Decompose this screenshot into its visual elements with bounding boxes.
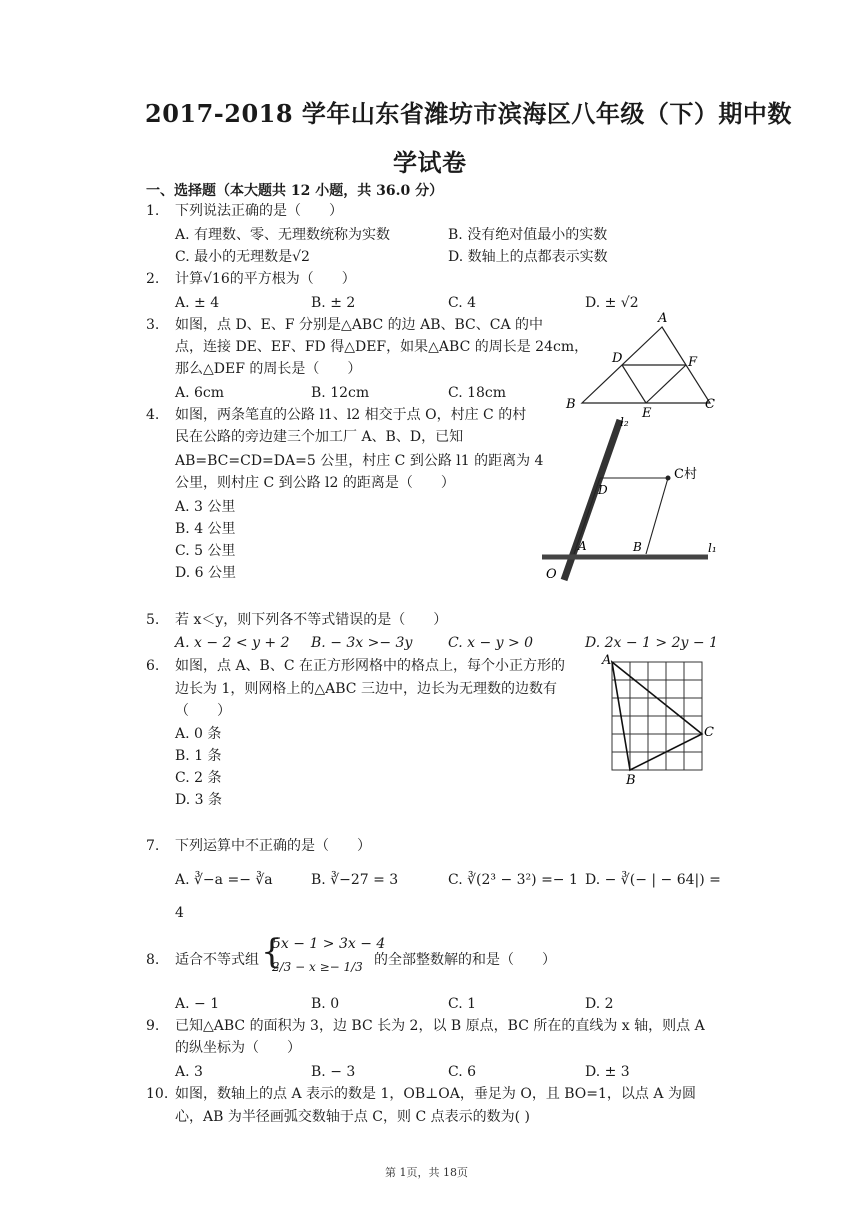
option-c: C. 最小的无理数是√2 (175, 249, 310, 265)
question-stem-line: 公里，则村庄 C 到公路 l2 的距离是（ ） (175, 475, 455, 491)
label-b: B (566, 397, 576, 412)
page-footer: 第 1页，共 18页 (385, 1166, 468, 1179)
label-o: O (546, 567, 557, 582)
label-b: B (633, 540, 642, 554)
option-c: C. 1 (448, 996, 477, 1012)
question-number: 5. (146, 612, 160, 628)
option-d: D. 数轴上的点都表示实数 (448, 249, 608, 265)
option-c: C. 6 (448, 1064, 477, 1080)
option-d: D. ± 3 (585, 1064, 630, 1080)
label-c-village: C村 (674, 467, 697, 482)
option-b: B. − 3x >− 3y (311, 635, 413, 651)
option-c: C. 18cm (448, 385, 507, 401)
inequality-line-2: 2/3 − x ≥− 1/3 (272, 960, 363, 974)
label-d: D (598, 483, 608, 497)
roads-rhombus-figure (538, 412, 728, 587)
option-c: C. 4 (448, 295, 477, 311)
question-number: 4. (146, 407, 160, 423)
question-number: 3. (146, 317, 160, 333)
question-stem-line: 点，连接 DE、EF、FD 得△DEF，如果△ABC 的周长是 24cm， (175, 339, 589, 355)
question-stem-line: 边长为 1，则网格上的△ABC 三边中，边长为无理数的边数有 (175, 681, 557, 697)
question-stem: 下列运算中不正确的是（ ） (175, 838, 371, 854)
label-b: B (626, 773, 636, 788)
option-b: B. ± 2 (311, 295, 356, 311)
option-b: B. ∛−27 = 3 (311, 872, 399, 888)
question-number: 8. (146, 952, 160, 968)
label-d: D (612, 351, 623, 366)
grid-triangle-figure (598, 650, 718, 790)
question-number: 9. (146, 1018, 160, 1034)
question-stem: 计算√16的平方根为（ ） (175, 271, 356, 287)
option-a: A. ∛−a =− ∛a (175, 872, 273, 888)
section-heading: 一、选择题（本大题共 12 小题，共 36.0 分） (146, 183, 444, 199)
question-number: 2. (146, 271, 160, 287)
option-c: C. ∛(2³ − 3²) =− 1 (448, 872, 578, 888)
question-number: 1. (146, 203, 160, 219)
question-number: 7. (146, 838, 160, 854)
option-d-continued: 4 (175, 905, 184, 921)
inequality-brace: { (261, 932, 283, 972)
question-number: 10. (146, 1086, 169, 1102)
option-a: A. 3 (175, 1064, 203, 1080)
question-stem-line: 那么△DEF 的周长是（ ） (175, 361, 362, 377)
option-b: B. 4 公里 (175, 521, 236, 537)
option-c: C. 5 公里 (175, 543, 236, 559)
option-d: D. 2x − 1 > 2y − 1 (585, 635, 718, 651)
option-c: C. x − y > 0 (448, 635, 534, 651)
option-b: B. 12cm (311, 385, 370, 401)
option-a: A. 0 条 (175, 726, 222, 742)
option-a: A. 6cm (175, 385, 225, 401)
question-stem-pre: 适合不等式组 (175, 952, 259, 968)
inequality-line-1: 5x − 1 > 3x − 4 (272, 936, 386, 952)
option-c: C. 2 条 (175, 770, 222, 786)
label-e: E (642, 406, 652, 420)
option-d: D. 3 条 (175, 792, 222, 808)
option-d: D. ± √2 (585, 295, 639, 311)
page-title-continued: 学试卷 (393, 148, 467, 177)
option-a: A. − 1 (175, 996, 220, 1012)
label-f: F (688, 355, 698, 370)
question-stem-line: 民在公路的旁边建三个加工厂 A、B、D，已知 (175, 429, 464, 445)
label-a: A (602, 653, 612, 668)
question-stem-line: 如图，点 D、E、F 分别是△ABC 的边 AB、BC、CA 的中 (175, 317, 544, 333)
question-stem-line: 如图，点 A、B、C 在正方形网格中的格点上，每个小正方形的 (175, 658, 566, 674)
triangle-midpoint-figure (560, 305, 730, 420)
question-number: 6. (146, 658, 160, 674)
label-l2: l₂ (620, 415, 629, 429)
label-a: A (578, 539, 587, 553)
question-stem: 若 x＜y，则下列各不等式错误的是（ ） (175, 612, 448, 628)
option-b: B. − 3 (311, 1064, 356, 1080)
label-c: C (705, 397, 715, 412)
option-d: D. 2 (585, 996, 614, 1012)
question-stem-line: AB=BC=CD=DA=5 公里，村庄 C 到公路 l1 的距离为 4 (175, 453, 544, 469)
option-b: B. 没有绝对值最小的实数 (448, 227, 608, 243)
option-a: A. 有理数、零、无理数统称为实数 (175, 227, 391, 243)
option-b: B. 1 条 (175, 748, 222, 764)
question-stem: 下列说法正确的是（ ） (175, 203, 343, 219)
option-a: A. x − 2 < y + 2 (175, 635, 290, 651)
label-l1: l₁ (708, 541, 717, 555)
page-title: 2017-2018 学年山东省潍坊市滨海区八年级（下）期中数 (145, 99, 792, 128)
option-d: D. 6 公里 (175, 565, 236, 581)
question-stem-line: 已知△ABC 的面积为 3，边 BC 长为 2，以 B 原点，BC 所在的直线为 x 轴，则点 A (175, 1018, 705, 1034)
question-stem-line: 的纵坐标为（ ） (175, 1040, 301, 1056)
question-stem-line: 如图，两条笔直的公路 l1、l2 相交于点 O，村庄 C 的村 (175, 407, 527, 423)
option-d: D. − ∛(− | − 64|) = (585, 872, 721, 888)
label-a: A (658, 311, 668, 326)
option-a: A. ± 4 (175, 295, 220, 311)
question-stem-post: 的全部整数解的和是（ ） (374, 952, 556, 968)
question-stem-line: 心，AB 为半径画弧交数轴于点 C，则 C 点表示的数为( ) (175, 1109, 530, 1125)
label-c: C (704, 725, 714, 740)
question-stem-line: 如图，数轴上的点 A 表示的数是 1，OB⊥OA，垂足为 O，且 BO=1，以点 A 为圆 (175, 1086, 696, 1102)
option-a: A. 3 公里 (175, 499, 236, 515)
option-b: B. 0 (311, 996, 340, 1012)
question-stem-line: （ ） (175, 703, 231, 719)
